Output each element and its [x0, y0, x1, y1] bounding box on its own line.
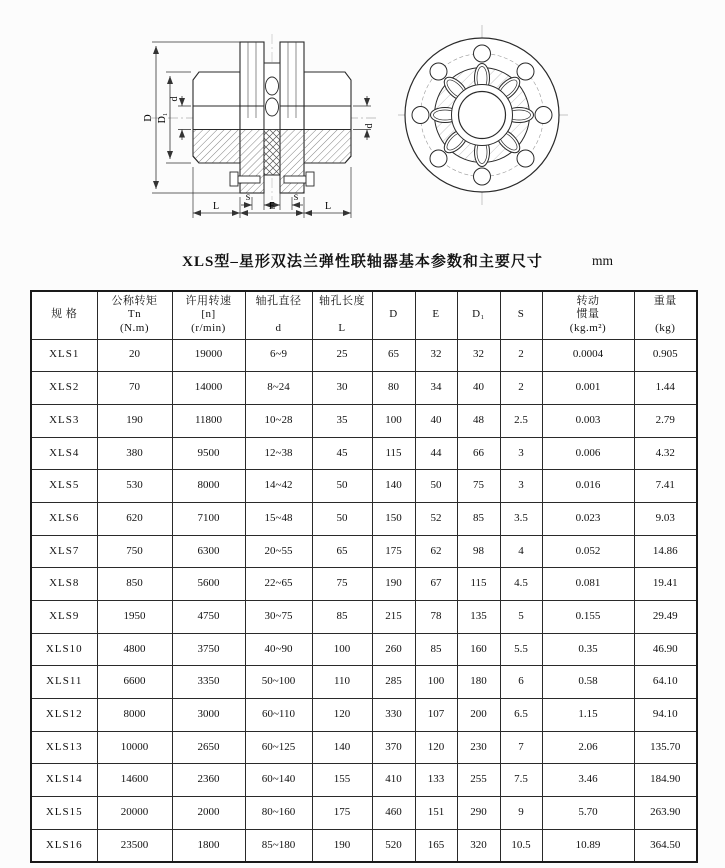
value-cell: 165 [415, 829, 457, 862]
value-cell: 85 [312, 601, 372, 634]
value-cell: 150 [372, 502, 415, 535]
value-cell: 230 [457, 731, 500, 764]
value-cell: 190 [372, 568, 415, 601]
spec-name-cell: XLS7 [31, 535, 97, 568]
value-cell: 9500 [172, 437, 245, 470]
value-cell: 32 [415, 339, 457, 372]
value-cell: 330 [372, 699, 415, 732]
value-cell: 2.5 [500, 404, 542, 437]
value-cell: 190 [312, 829, 372, 862]
value-cell: 0.001 [542, 372, 634, 405]
table-row [31, 568, 697, 601]
value-cell: 160 [457, 633, 500, 666]
value-cell: 4750 [172, 601, 245, 634]
header-cell-nominal-torque: 公称转矩 Tn (N.m) [97, 291, 172, 339]
bolt-hole [474, 168, 491, 185]
value-cell: 115 [457, 568, 500, 601]
value-cell: 3.5 [500, 502, 542, 535]
spec-name-cell: XLS14 [31, 764, 97, 797]
header-row [31, 291, 697, 339]
right-section-hatch [280, 130, 351, 194]
value-cell: 14600 [97, 764, 172, 797]
page-title: XLS型–星形双法兰弹性联轴器基本参数和主要尺寸 [182, 254, 543, 270]
spec-name-cell: XLS11 [31, 666, 97, 699]
table-row [31, 829, 697, 862]
value-cell: 175 [372, 535, 415, 568]
dim-S-left-label: S [245, 192, 251, 202]
spec-name-cell: XLS12 [31, 699, 97, 732]
value-cell: 2360 [172, 764, 245, 797]
header-cell-S: S [500, 291, 542, 339]
value-cell: 10.89 [542, 829, 634, 862]
spec-name-cell: XLS3 [31, 404, 97, 437]
value-cell: 3350 [172, 666, 245, 699]
value-cell: 4.32 [634, 437, 697, 470]
value-cell: 6~9 [245, 339, 312, 372]
section-view [143, 34, 378, 218]
header-cell-allowable-speed: 许用转速 [n] (r/min) [172, 291, 245, 339]
value-cell: 0.58 [542, 666, 634, 699]
value-cell: 3750 [172, 633, 245, 666]
value-cell: 40~90 [245, 633, 312, 666]
dim-D1-label: D₁ [157, 112, 168, 124]
value-cell: 7.5 [500, 764, 542, 797]
value-cell: 11800 [172, 404, 245, 437]
spec-name-cell: XLS15 [31, 797, 97, 830]
spec-name-cell: XLS1 [31, 339, 97, 372]
value-cell: 190 [97, 404, 172, 437]
value-cell: 23500 [97, 829, 172, 862]
value-cell: 140 [312, 731, 372, 764]
value-cell: 50 [312, 502, 372, 535]
coupling-drawings [0, 0, 725, 245]
value-cell: 5600 [172, 568, 245, 601]
value-cell: 364.50 [634, 829, 697, 862]
table-row [31, 764, 697, 797]
header-cell-moment-of-inertia: 转动 惯量 (kg.m²) [542, 291, 634, 339]
header-cell-D: D [372, 291, 415, 339]
value-cell: 0.003 [542, 404, 634, 437]
value-cell: 255 [457, 764, 500, 797]
value-cell: 3 [500, 470, 542, 503]
value-cell: 2000 [172, 797, 245, 830]
value-cell: 80~160 [245, 797, 312, 830]
value-cell: 6.5 [500, 699, 542, 732]
value-cell: 10~28 [245, 404, 312, 437]
value-cell: 85~180 [245, 829, 312, 862]
table-header [31, 291, 697, 339]
header-cell-E: E [415, 291, 457, 339]
table-body [31, 339, 697, 862]
value-cell: 0.016 [542, 470, 634, 503]
value-cell: 0.081 [542, 568, 634, 601]
value-cell: 44 [415, 437, 457, 470]
value-cell: 94.10 [634, 699, 697, 732]
value-cell: 60~140 [245, 764, 312, 797]
value-cell: 62 [415, 535, 457, 568]
table-row [31, 535, 697, 568]
value-cell: 10000 [97, 731, 172, 764]
spec-name-cell: XLS13 [31, 731, 97, 764]
header-cell-spec: 规 格 [31, 291, 97, 339]
value-cell: 4 [500, 535, 542, 568]
value-cell: 66 [457, 437, 500, 470]
header-cell-D1: D₁ [457, 291, 500, 339]
table-row [31, 437, 697, 470]
value-cell: 67 [415, 568, 457, 601]
value-cell: 50~100 [245, 666, 312, 699]
left-section-hatch [193, 130, 264, 194]
value-cell: 2.79 [634, 404, 697, 437]
value-cell: 0.0004 [542, 339, 634, 372]
value-cell: 850 [97, 568, 172, 601]
value-cell: 7 [500, 731, 542, 764]
value-cell: 5.5 [500, 633, 542, 666]
value-cell: 50 [312, 470, 372, 503]
value-cell: 215 [372, 601, 415, 634]
value-cell: 180 [457, 666, 500, 699]
value-cell: 285 [372, 666, 415, 699]
value-cell: 530 [97, 470, 172, 503]
value-cell: 120 [312, 699, 372, 732]
table-row [31, 666, 697, 699]
value-cell: 184.90 [634, 764, 697, 797]
bolt-hole [474, 45, 491, 62]
value-cell: 30~75 [245, 601, 312, 634]
bolt-hole [430, 150, 447, 167]
spec-name-cell: XLS16 [31, 829, 97, 862]
spec-name-cell: XLS2 [31, 372, 97, 405]
value-cell: 1.15 [542, 699, 634, 732]
value-cell: 25 [312, 339, 372, 372]
value-cell: 30 [312, 372, 372, 405]
header-cell-bore-length: 轴孔长度 L [312, 291, 372, 339]
dim-S-right-label: S [293, 192, 299, 202]
bolt-hole [535, 107, 552, 124]
value-cell: 155 [312, 764, 372, 797]
value-cell: 370 [372, 731, 415, 764]
value-cell: 8000 [172, 470, 245, 503]
value-cell: 100 [415, 666, 457, 699]
value-cell: 40 [457, 372, 500, 405]
value-cell: 48 [457, 404, 500, 437]
value-cell: 135 [457, 601, 500, 634]
value-cell: 135.70 [634, 731, 697, 764]
table-row [31, 372, 697, 405]
dim-d-left-label: d [169, 96, 180, 102]
value-cell: 520 [372, 829, 415, 862]
value-cell: 0.052 [542, 535, 634, 568]
value-cell: 60~125 [245, 731, 312, 764]
dim-L-left-label: L [212, 201, 220, 212]
header-cell-bore-diameter: 轴孔直径 d [245, 291, 312, 339]
table-row [31, 502, 697, 535]
value-cell: 410 [372, 764, 415, 797]
value-cell: 14000 [172, 372, 245, 405]
value-cell: 3000 [172, 699, 245, 732]
value-cell: 85 [415, 633, 457, 666]
value-cell: 5 [500, 601, 542, 634]
value-cell: 2650 [172, 731, 245, 764]
value-cell: 12~38 [245, 437, 312, 470]
value-cell: 3.46 [542, 764, 634, 797]
value-cell: 115 [372, 437, 415, 470]
spec-name-cell: XLS6 [31, 502, 97, 535]
value-cell: 107 [415, 699, 457, 732]
dim-E-label: E [268, 201, 276, 212]
value-cell: 4800 [97, 633, 172, 666]
value-cell: 175 [312, 797, 372, 830]
value-cell: 20 [97, 339, 172, 372]
value-cell: 6600 [97, 666, 172, 699]
value-cell: 65 [372, 339, 415, 372]
value-cell: 0.35 [542, 633, 634, 666]
value-cell: 1950 [97, 601, 172, 634]
value-cell: 46.90 [634, 633, 697, 666]
value-cell: 2.06 [542, 731, 634, 764]
spec-name-cell: XLS4 [31, 437, 97, 470]
value-cell: 200 [457, 699, 500, 732]
value-cell: 22~65 [245, 568, 312, 601]
value-cell: 263.90 [634, 797, 697, 830]
value-cell: 5.70 [542, 797, 634, 830]
value-cell: 133 [415, 764, 457, 797]
value-cell: 20000 [97, 797, 172, 830]
value-cell: 75 [457, 470, 500, 503]
table-row [31, 339, 697, 372]
value-cell: 80 [372, 372, 415, 405]
bolt-hole [412, 107, 429, 124]
table-row [31, 470, 697, 503]
value-cell: 9.03 [634, 502, 697, 535]
value-cell: 0.905 [634, 339, 697, 372]
table-row [31, 404, 697, 437]
table-row [31, 797, 697, 830]
value-cell: 15~48 [245, 502, 312, 535]
value-cell: 100 [372, 404, 415, 437]
value-cell: 120 [415, 731, 457, 764]
value-cell: 65 [312, 535, 372, 568]
table-row [31, 633, 697, 666]
table-row [31, 699, 697, 732]
bolt-hole [517, 150, 534, 167]
bolt-hole [430, 63, 447, 80]
spec-name-cell: XLS9 [31, 601, 97, 634]
value-cell: 100 [312, 633, 372, 666]
value-cell: 35 [312, 404, 372, 437]
bolt-hole [517, 63, 534, 80]
dim-L-right-label: L [324, 201, 332, 212]
value-cell: 6 [500, 666, 542, 699]
value-cell: 98 [457, 535, 500, 568]
value-cell: 34 [415, 372, 457, 405]
value-cell: 10.5 [500, 829, 542, 862]
value-cell: 7.41 [634, 470, 697, 503]
value-cell: 110 [312, 666, 372, 699]
value-cell: 0.023 [542, 502, 634, 535]
value-cell: 750 [97, 535, 172, 568]
value-cell: 9 [500, 797, 542, 830]
unit-label: mm [591, 253, 613, 268]
spec-name-cell: XLS5 [31, 470, 97, 503]
value-cell: 3 [500, 437, 542, 470]
value-cell: 2 [500, 339, 542, 372]
value-cell: 32 [457, 339, 500, 372]
spec-table [30, 290, 698, 863]
value-cell: 1800 [172, 829, 245, 862]
value-cell: 64.10 [634, 666, 697, 699]
spacer-section-hatch [264, 130, 280, 176]
value-cell: 7100 [172, 502, 245, 535]
value-cell: 52 [415, 502, 457, 535]
value-cell: 78 [415, 601, 457, 634]
value-cell: 2 [500, 372, 542, 405]
value-cell: 620 [97, 502, 172, 535]
value-cell: 85 [457, 502, 500, 535]
value-cell: 460 [372, 797, 415, 830]
value-cell: 1.44 [634, 372, 697, 405]
value-cell: 19000 [172, 339, 245, 372]
value-cell: 19.41 [634, 568, 697, 601]
value-cell: 75 [312, 568, 372, 601]
value-cell: 40 [415, 404, 457, 437]
value-cell: 8~24 [245, 372, 312, 405]
value-cell: 14.86 [634, 535, 697, 568]
value-cell: 8000 [97, 699, 172, 732]
value-cell: 20~55 [245, 535, 312, 568]
spec-name-cell: XLS10 [31, 633, 97, 666]
value-cell: 320 [457, 829, 500, 862]
value-cell: 50 [415, 470, 457, 503]
spec-name-cell: XLS8 [31, 568, 97, 601]
value-cell: 14~42 [245, 470, 312, 503]
value-cell: 140 [372, 470, 415, 503]
value-cell: 70 [97, 372, 172, 405]
value-cell: 4.5 [500, 568, 542, 601]
value-cell: 6300 [172, 535, 245, 568]
table-row [31, 601, 697, 634]
value-cell: 0.155 [542, 601, 634, 634]
header-cell-weight: 重量 (kg) [634, 291, 697, 339]
value-cell: 260 [372, 633, 415, 666]
value-cell: 290 [457, 797, 500, 830]
table-row [31, 731, 697, 764]
dim-D-label: D [143, 114, 154, 122]
dim-d-right-label: d [364, 123, 375, 129]
value-cell: 380 [97, 437, 172, 470]
value-cell: 29.49 [634, 601, 697, 634]
value-cell: 0.006 [542, 437, 634, 470]
value-cell: 45 [312, 437, 372, 470]
center-bore [459, 92, 506, 139]
value-cell: 60~110 [245, 699, 312, 732]
front-view [398, 25, 568, 205]
value-cell: 151 [415, 797, 457, 830]
